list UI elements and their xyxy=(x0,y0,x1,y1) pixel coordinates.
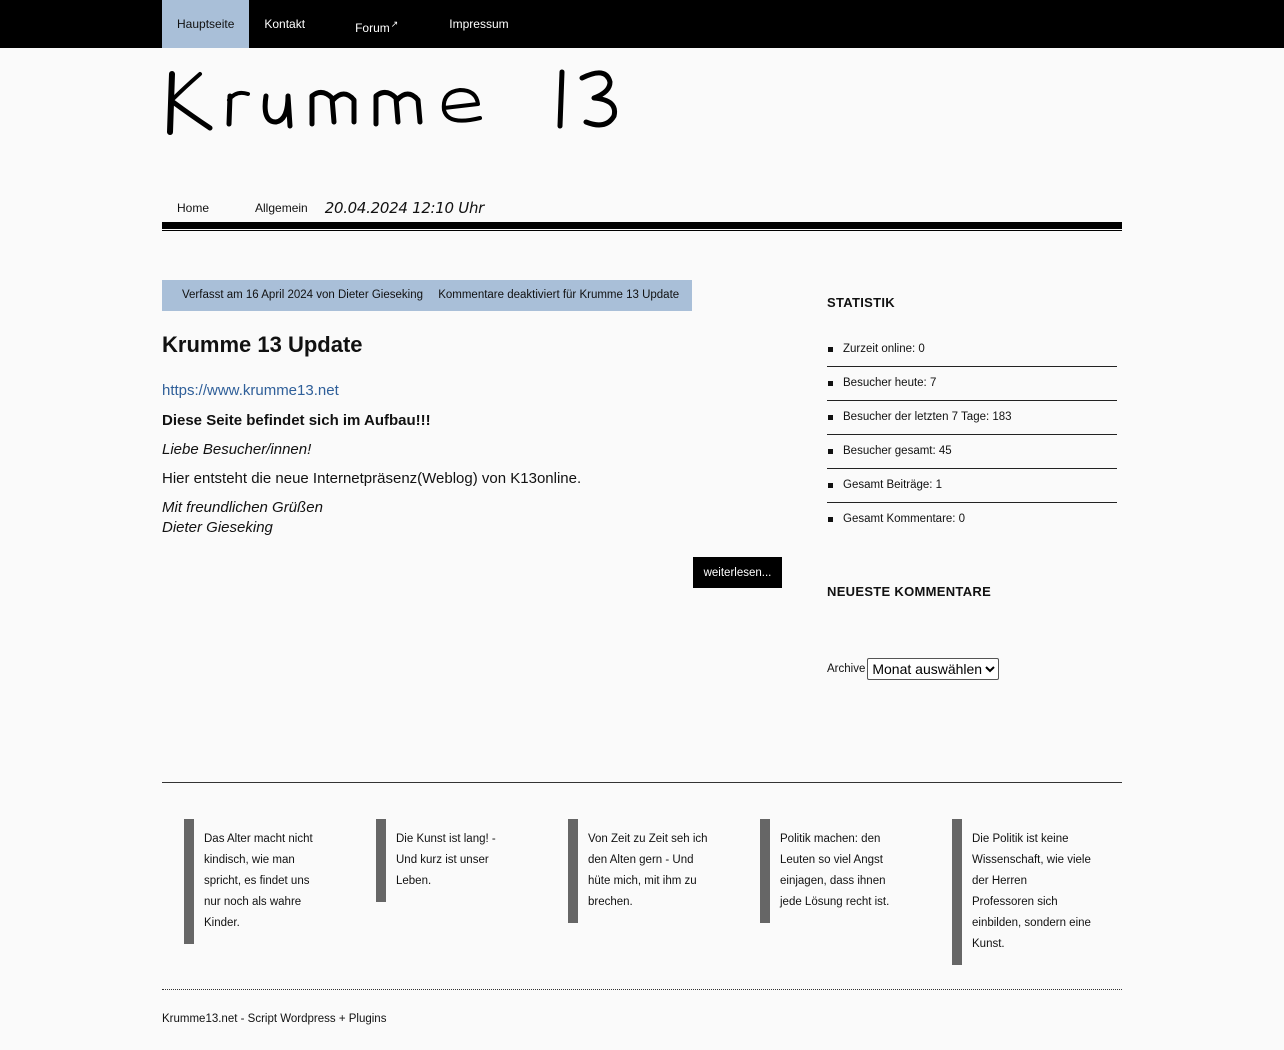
secondary-nav xyxy=(162,196,484,220)
stat-visitors-total: Besucher gesamt: 45 xyxy=(827,435,1117,469)
sidebar-statistics xyxy=(827,295,1117,537)
statistics-title: STATISTIK xyxy=(827,295,895,310)
archive-widget xyxy=(827,658,999,680)
post-meta-bar xyxy=(162,280,692,311)
footer-credits: Krumme13.net - Script Wordpress + Plugins xyxy=(162,1013,387,1025)
quote-block: Von Zeit zu Zeit seh ich den Alten gern - Und hüte mich, mit ihm zu brechen. xyxy=(568,819,708,923)
post-title[interactable]: Krumme 13 Update xyxy=(162,332,363,357)
nav-divider-thin xyxy=(162,230,1122,231)
nav-kontakt[interactable]: Kontakt xyxy=(264,17,306,31)
top-navigation-bar xyxy=(0,0,1284,48)
post-closing: Mit freundlichen Grüßen xyxy=(162,499,323,516)
stat-online: Zurzeit online: 0 xyxy=(827,333,1117,367)
site-logo[interactable] xyxy=(162,60,622,142)
nav-impressum[interactable]: Impressum xyxy=(449,17,509,31)
post-author-date[interactable]: Verfasst am 16 April 2024 von Dieter Gieseking xyxy=(182,289,423,301)
read-more-button[interactable]: weiterlesen... xyxy=(693,557,782,588)
post-text: Hier entsteht die neue Internetpräsenz(Weblog) von K13online. xyxy=(162,470,582,487)
post-greeting: Liebe Besucher/innen! xyxy=(162,441,312,458)
current-datetime: 20.04.2024 12:10 Uhr xyxy=(324,199,485,217)
nav-forum[interactable] xyxy=(320,0,413,48)
statistics-list xyxy=(827,333,1117,537)
nav-home[interactable]: Home xyxy=(177,201,210,215)
post-signature: Dieter Gieseking xyxy=(162,519,273,536)
nav-forum-label: Forum xyxy=(355,21,390,35)
stat-visitors-today: Besucher heute: 7 xyxy=(827,367,1117,401)
nav-allgemein[interactable]: Allgemein xyxy=(255,201,308,215)
post-body xyxy=(162,380,782,546)
quote-block: Das Alter macht nicht kindisch, wie man spricht, es findet uns nur noch als wahre Kinder. xyxy=(184,819,324,944)
quote-block: Die Kunst ist lang! - Und kurz ist unser Leben. xyxy=(376,819,516,902)
footer-divider xyxy=(162,782,1122,783)
quote-block: Die Politik ist keine Wissenschaft, wie viele der Herren Professoren sich einbilden, sondern eine Kunst. xyxy=(952,819,1092,965)
stat-posts-total: Gesamt Beiträge: 1 xyxy=(827,469,1117,503)
nav-hauptseite[interactable]: Hauptseite xyxy=(162,0,249,48)
nav-divider xyxy=(162,222,1122,229)
top-nav xyxy=(162,0,524,48)
post-link[interactable]: https://www.krumme13.net xyxy=(162,382,339,399)
stat-visitors-week: Besucher der letzten 7 Tage: 183 xyxy=(827,401,1117,435)
external-link-icon: ↗ xyxy=(390,19,399,29)
post-comments-status: Kommentare deaktiviert für Krumme 13 Update xyxy=(438,289,680,301)
stat-comments-total: Gesamt Kommentare: 0 xyxy=(827,503,1117,537)
recent-comments-title: NEUESTE KOMMENTARE xyxy=(827,584,992,599)
quote-block: Politik machen: den Leuten so viel Angst einjagen, dass ihnen jede Lösung recht ist. xyxy=(760,819,900,923)
footer-dotted-divider xyxy=(162,989,1122,990)
post-bold-line: Diese Seite befindet sich im Aufbau!!! xyxy=(162,412,431,429)
archive-label: Archive xyxy=(827,663,866,675)
archive-month-select[interactable] xyxy=(867,658,999,680)
